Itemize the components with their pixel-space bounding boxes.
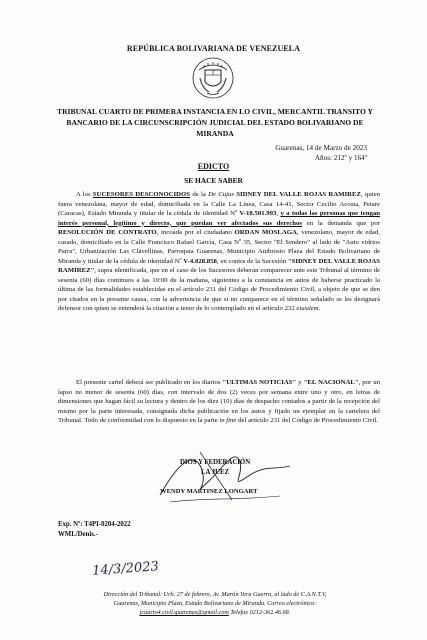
file-initials: WML/Denis.- [58,531,98,538]
file-reference [58,520,131,540]
text-run: y [296,379,304,386]
edicto-title: EDICTO [197,162,230,171]
court-email-link[interactable]: jcuarto4.civil.guarenas@gmail.com [139,609,229,616]
text-run: de la [190,191,209,198]
handwritten-date [88,550,178,584]
text-run: del artículo 231 del Código de Procedimiento Civil. [236,417,378,424]
newspaper-1: "ULTIMAS NOTICIAS" [222,379,297,386]
sucesores-text: SUCESORES DESCONOCIDOS [92,191,191,198]
text-run: A los [76,191,93,198]
text-run: , supra identificada, que en el caso de los Sucesores deberán comparecer ante este Tribunal al término de sesenta (60) días continuos a las 10:00 de la mañana, siguientes a la constancia en autos de haberse practicado la última de las formalidades establecidas en el artículo 231 del Código de Procedimiento Civil, a objeto de que se den por citados en la presente causa, con la advertencia de que si no comparece en el término señalado se les designará defensor con quien se entenderá la citación a tenor de lo contemplado en el artículo 232 [58,267,380,312]
footer-line-2: Guarenas, Municipio Plaza, Estado Bolivariano de Miranda. Correo electrónico: [113,600,317,607]
footer-line-3 [60,608,370,617]
hace-saber-subtitle: SE HACE SABER [184,176,243,185]
republic-heading: REPÚBLICA BOLIVARIANA DE VENEZUELA [126,44,301,53]
interest-clause: y a todas las personas que tengan interés personal, legítimo y directo, que puedan ver afectados sus derechos [58,210,381,227]
text-run: , quien fuera venezolana, mayor de edad, domiciliada en la Calle La Línea, Casa 14-41, Sector Cecilio Acosta, Petare (Caracas), Estado Miranda y titular de la cédula de identidad Nº [58,191,381,217]
text-run: , venezolano, mayor de edad, casado, domiciliado en la Calle Francisco Rafael García, Casa Nº 35, Sector "El Sendero" al lado de "Auto vidrios Parra", Urbanización Las Clavellinas, Parroquia Guarenas, Municipio Ambrosio Plaza del Estado Bolivariano de Miranda y titular de la cédula de identidad Nº [58,229,380,265]
deceased-name: SIDNEY DEL VALLE ROJAS RAMIREZ [236,191,362,198]
file-number: Exp. Nº: T4PI-0204-2022 [58,521,131,528]
date-line: Guarenas, 14 de Marzo de 2023 [275,144,367,152]
closing-line-2: LA JUEZ [200,468,230,476]
paragraph-publication [58,378,380,426]
years-line: Años: 212º y 164º [314,154,367,162]
cujus-text: De Cujus [208,191,234,198]
tribunal-heading: TRIBUNAL CUARTO DE PRIMERA INSTANCIA EN LO CIVIL, MERCANTIL TRANSITO Y BANCARIO DE LA CIRCUNSCRIPCIÓN JUDICIAL DEL ESTADO BOLIVARIANO DE MIRANDA [57,107,373,138]
text-run: , incoada por el ciudadano [156,229,235,236]
text-run: en la demanda que por [302,219,380,227]
id-number-1: V-10.501.993 [239,210,277,217]
eiusdem-text: eiusdem [296,305,319,312]
resolution-text: RESOLUCIÓN DE CONTRATO [58,229,157,236]
closing-block [180,458,250,477]
text-run: , en contra de la Sucesión [216,257,288,265]
coat-of-arms-seal [191,56,235,100]
plaintiff-name: ORDAN MOSLAGA [234,229,297,236]
court-phone: Telefax 0212-362.46.68. [228,609,291,616]
footer-line-1: Dirección del Tribunal: Urb. 27 de febrero, Av. Martín Vera Guerra, al lado de C.A.N.T.V, [103,591,327,598]
text-run: , por un lapso no menor de sesenta (60) días, con intervalo de dos (2) veces por semana entre uno y otro, en letras de dimensiones que hagan fácil su lectura y dentro de los diez (10) días de despacho contados a partir de la recepción del mismo por la parte interesada, consignada dicha publicación en los autos y fijado un ejemplar en la cartelera del Tribunal. Todo de conformidad con lo dispuesto en la parte [58,379,381,424]
in-fine-text: in fine [219,417,237,424]
succession-name: "SIDNEY DEL VALLE ROJAS RAMIREZ" [58,257,380,274]
date-block [275,143,367,163]
text-run: , [276,210,281,217]
text-run: . [318,305,321,312]
newspaper-2: "EL NACIONAL" [303,379,359,386]
handwritten-date-text: 14/3/2023 [91,559,160,579]
text-run: El presente cartel deberá ser publicado en los diarios [76,379,223,386]
paragraph-summons [58,190,380,314]
court-address-footer [60,590,370,617]
closing-line-1: DIOS Y FEDERACIÓN [180,459,251,466]
id-number-2: V-4.028.858 [183,257,217,265]
judge-name: WENDY MARTINEZ LONGART [160,488,258,495]
